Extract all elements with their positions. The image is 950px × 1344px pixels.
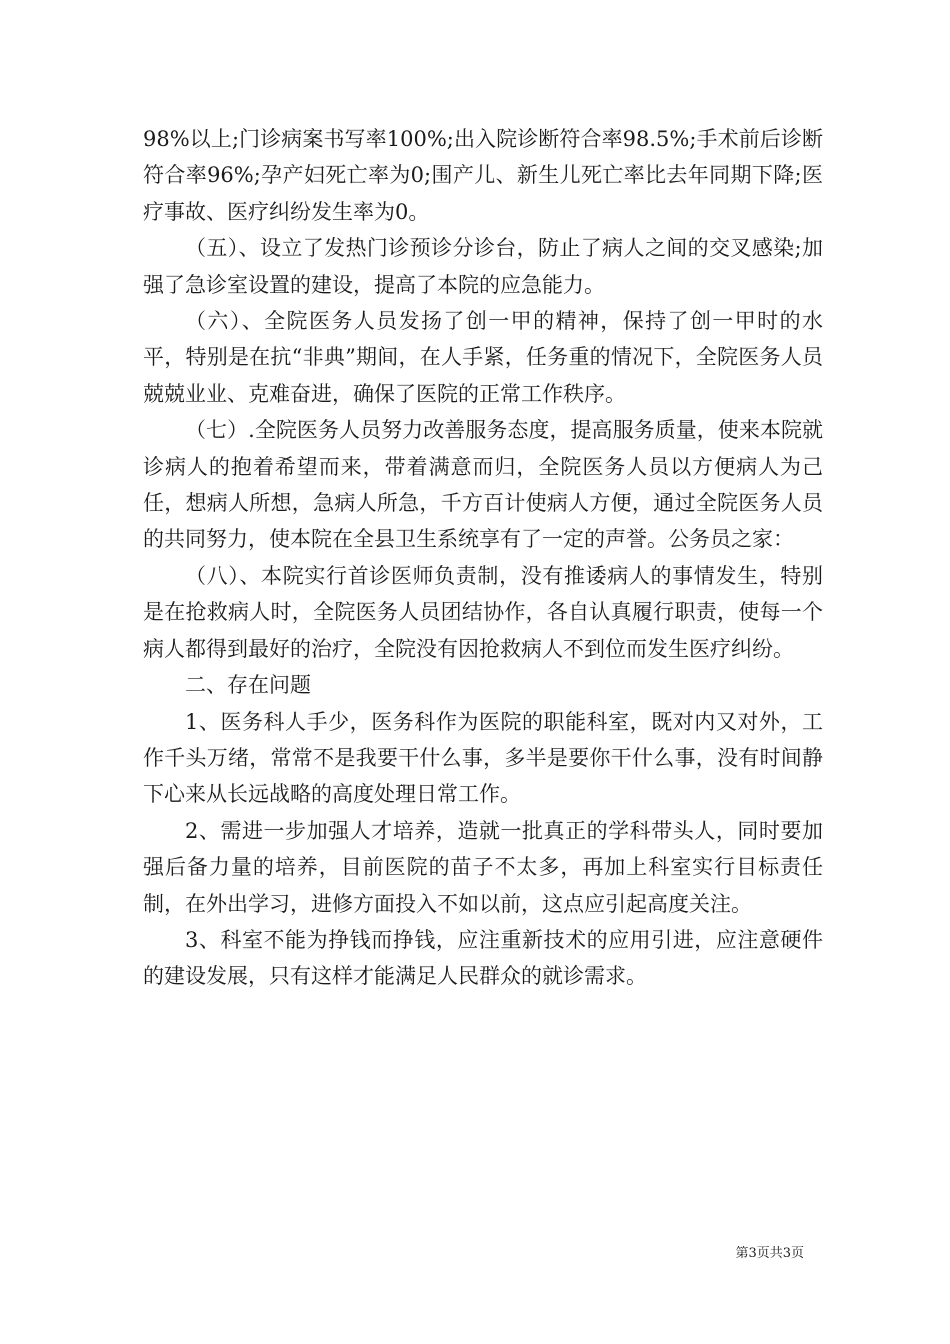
paragraph-item-6: （六）、全院医务人员发扬了创一甲的精神，保持了创一甲时的水平，特别是在抗“非典”期间，在人手紧，任务重的情况下，全院医务人员兢兢业业、克难奋进，确保了医院的正常工作秩序。 xyxy=(143,309,823,406)
paragraph-item-7: （七）.全院医务人员努力改善服务态度，提高服务质量，使来本院就诊病人的抱着希望而来，带着满意而归，全院医务人员以方便病人为己任，想病人所想，急病人所急，千方百计使病人方便，通过全院医务人员的共同努力，使本院在全县卫生系统享有了一定的声誉。公务员之家： xyxy=(143,418,823,552)
paragraph-stats: 98%以上;门诊病案书写率100%;出入院诊断符合率98.5%;手术前后诊断符合率96%;孕产妇死亡率为0;围产儿、新生儿死亡率比去年同期下降;医疗事故、医疗纠纷发生率为0。 xyxy=(143,127,823,224)
paragraph-problem-2: 2、需进一步加强人才培养，造就一批真正的学科带头人，同时要加强后备力量的培养，目前医院的苗子不太多，再加上科室实行目标责任制，在外出学习，进修方面投入不如以前，这点应引起高度关注。 xyxy=(143,818,823,916)
paragraph-item-5: （五）、设立了发热门诊预诊分诊台，防止了病人之间的交叉感染;加强了急诊室设置的建设，提高了本院的应急能力。 xyxy=(143,236,823,297)
section-heading-problems: 二、存在问题 xyxy=(185,673,311,698)
document-body xyxy=(143,121,823,995)
paragraph-problem-3: 3、科室不能为挣钱而挣钱，应注重新技术的应用引进，应注意硬件的建设发展，只有这样才能满足人民群众的就诊需求。 xyxy=(143,927,823,989)
paragraph-problem-1: 1、医务科人手少，医务科作为医院的职能科室，既对内又对外，工作千头万绪，常常不是我要干什么事，多半是要你干什么事，没有时间静下心来从长远战略的高度处理日常工作。 xyxy=(143,709,823,807)
page-number: 第3页共3页 xyxy=(735,1246,804,1261)
paragraph-item-8: （八）、本院实行首诊医师负责制，没有推诿病人的事情发生，特别是在抢救病人时，全院医务人员团结协作，各自认真履行职责，使每一个病人都得到最好的治疗，全院没有因抢救病人不到位而发生医疗纠纷。 xyxy=(143,563,823,661)
